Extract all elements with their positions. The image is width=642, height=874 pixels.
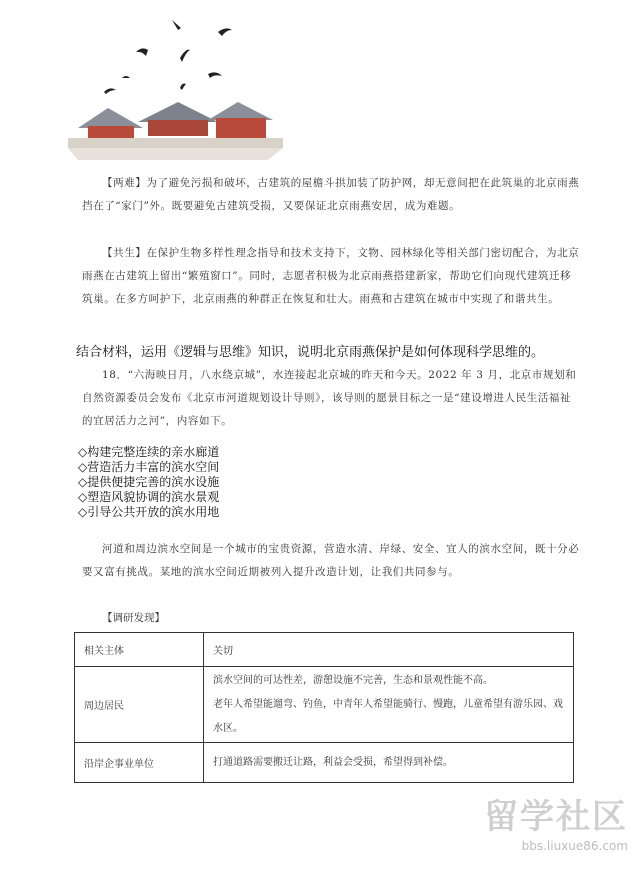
concern-line: 老年人希望能遛弯、钓鱼，中青年人希望能骑行、慢跑，儿童希望有游乐园、戏水区。: [213, 698, 563, 734]
question-17: 结合材料，运用《逻辑与思维》知识，说明北京雨燕保护是如何体现科学思维的。: [76, 345, 545, 360]
table-header-cell: 关切: [204, 633, 574, 667]
watermark-logo: [458, 795, 628, 865]
table-header-cell: 相关主体: [75, 633, 204, 667]
table-cell-subject: 沿岸企事业单位: [75, 743, 204, 783]
paragraph-difficulty: 【两难】为了避免污损和破坏，古建筑的屋檐斗拱加装了防护网，却无意间把在此筑巢的北京雨燕挡在了“家门”外。既要避免古建筑受损，又要保证北京雨燕安居，成为难题。: [82, 177, 580, 212]
table-header-row: [75, 633, 574, 667]
palace-buildings: [68, 102, 283, 160]
table-cell-concern: [204, 667, 574, 743]
survey-table: [74, 632, 574, 783]
table-cell-subject: 周边居民: [75, 667, 204, 743]
paragraph-question-18: 18．“六海映日月，八水绕京城”，水连接起北京城的昨天和今天。2022 年 3 月，北京市规划和自然资源委员会发布《北京市河道规划设计导则》，该导则的愿景目标之一是“建设增进人民生活福祉的宜居活力之河”，内容如下。: [82, 369, 577, 427]
table-cell-concern: [204, 743, 574, 783]
concern-line: 打通道路需要搬迁让路，利益会受损，希望得到补偿。: [213, 756, 453, 768]
watermark-main-text: 留学社区: [484, 797, 628, 837]
swift-bird-icons: [104, 20, 232, 94]
paragraph-coexistence: 【共生】在保护生物多样性理念指导和技术支持下，文物、园林绿化等相关部门密切配合，为北京雨燕在古建筑上留出“繁殖窗口”。同时，志愿者积极为北京雨燕搭建新家，帮助它们向现代建筑迁移筑巢。在多方呵护下，北京雨燕的种群正在恢复和壮大。雨燕和古建筑在城市中实现了和谐共生。: [82, 247, 580, 305]
paragraph-river-space: 河道和周边滨水空间是一个城市的宝贵资源，营造水清、岸绿、安全、宜人的滨水空间，既十分必要又富有挑战。某地的滨水空间近期被列入提升改造计划，让我们共同参与。: [82, 543, 580, 578]
table-row: [75, 667, 574, 743]
survey-title: 【调研发现】: [102, 612, 165, 624]
watermark-url: bbs.liuxue86.com: [521, 839, 628, 853]
table-row: [75, 743, 574, 783]
option-item: ◇引导公共开放的滨水用地: [78, 505, 220, 519]
option-item: ◇提供便捷完善的滨水设施: [78, 475, 220, 489]
option-item: ◇构建完整连续的亲水廊道: [78, 445, 220, 459]
concern-line: 滨水空间的可达性差，游憩设施不完善，生态和景观性能不高。: [213, 674, 493, 686]
option-item: ◇营造活力丰富的滨水空间: [78, 460, 220, 474]
option-item: ◇塑造风貌协调的滨水景观: [78, 490, 220, 504]
palace-swifts-illustration: [68, 10, 283, 160]
